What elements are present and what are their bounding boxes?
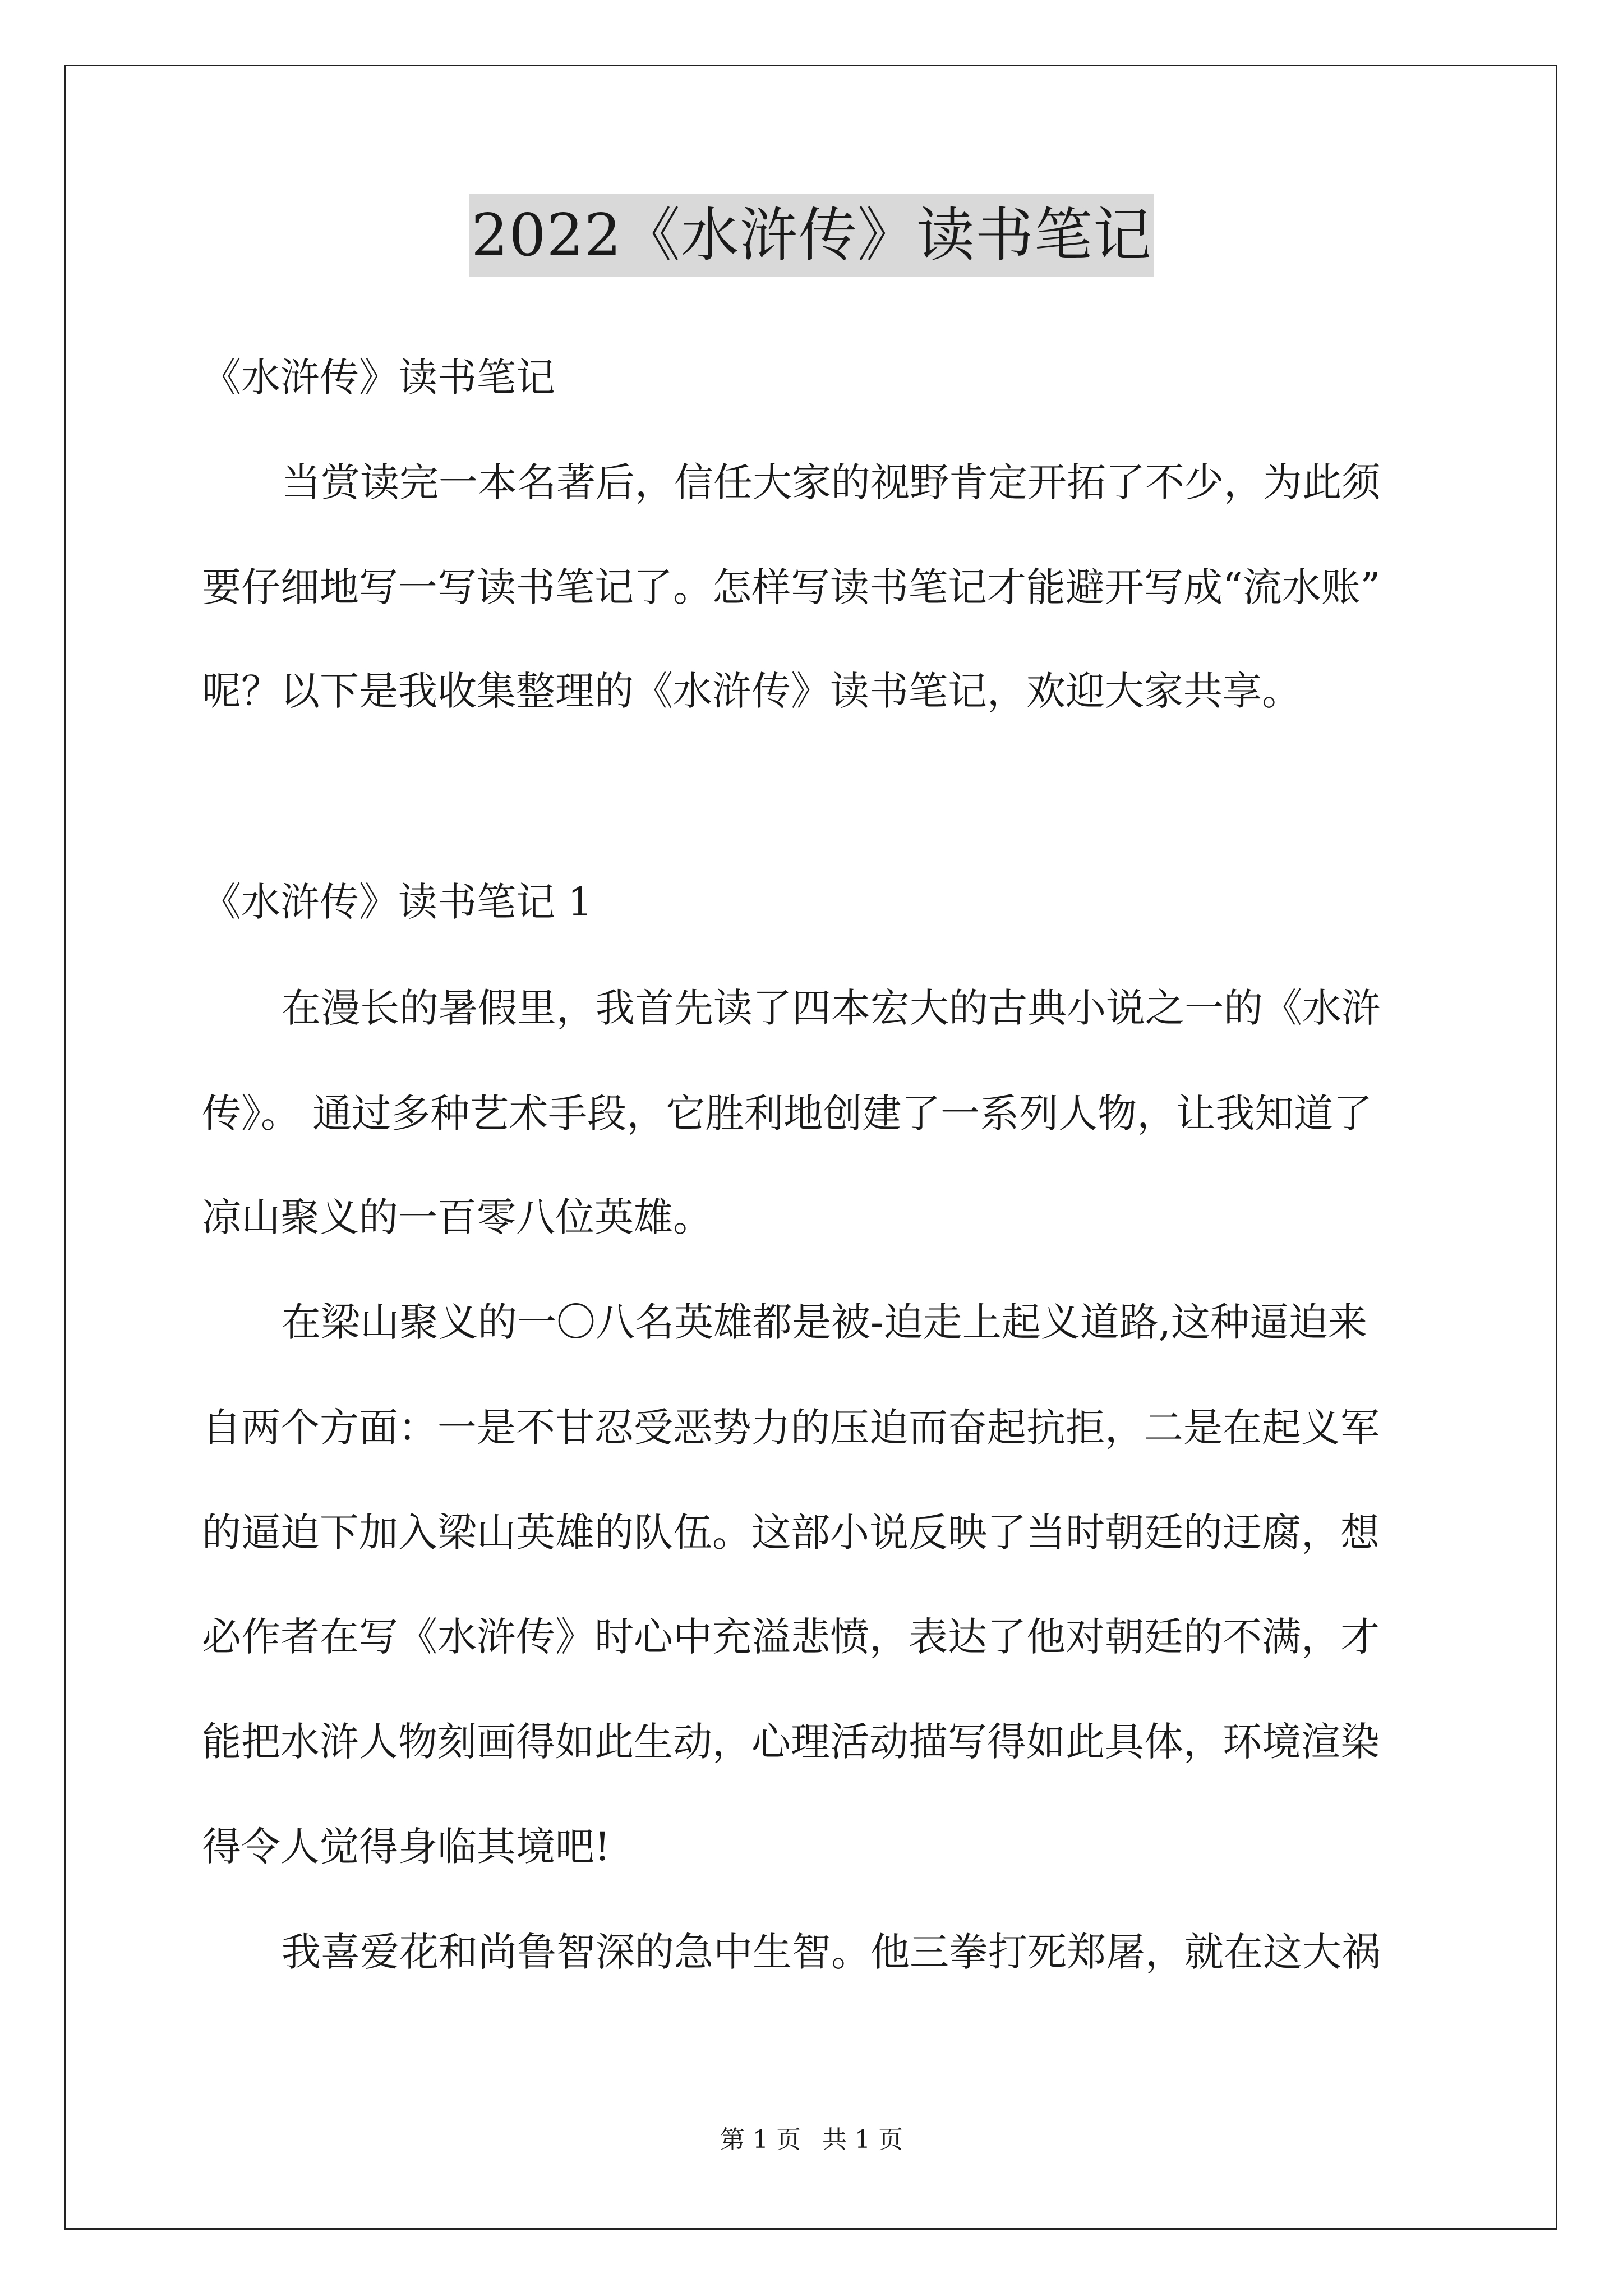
para2-line-1: 在梁山聚义的一〇八名英雄都是被-迫走上起义道路,这种逼迫来 [282, 1299, 1367, 1345]
para2-line-6: 得令人觉得身临其境吧! [202, 1824, 611, 1870]
intro-line-2: 要仔细地写一写读书笔记了。怎样写读书笔记才能避开写成“流水账” [202, 564, 1381, 610]
para1-line-1: 在漫长的暑假里，我首先读了四本宏大的古典小说之一的《水浒 [282, 985, 1381, 1031]
section-heading: 《水浒传》读书笔记 [202, 355, 555, 401]
page-title: 2022《水浒传》读书笔记 [469, 194, 1154, 277]
para2-line-3: 的逼迫下加入梁山英雄的队伍。这部小说反映了当时朝廷的迂腐，想 [202, 1510, 1380, 1556]
page-number: 第 1 页 [720, 2125, 801, 2154]
para3-line-1: 我喜爱花和尚鲁智深的急中生智。他三拳打死郑屠，就在这大祸 [282, 1929, 1381, 1975]
page-total: 共 1 页 [822, 2125, 903, 2154]
para1-line-3: 凉山聚义的一百零八位英雄。 [202, 1194, 712, 1240]
para2-line-2: 自两个方面：一是不甘忍受恶势力的压迫而奋起抗拒，二是在起义军 [202, 1405, 1380, 1451]
note-1-heading: 《水浒传》读书笔记 1 [202, 879, 593, 925]
title-container [0, 194, 1623, 277]
para1-line-2: 传》。 通过多种艺术手段，它胜利地创建了一系列人物，让我知道了 [202, 1091, 1373, 1137]
intro-line-3: 呢？以下是我收集整理的《水浒传》读书笔记，欢迎大家共享。 [202, 668, 1301, 714]
intro-line-1: 当赏读完一本名著后，信任大家的视野肯定开拓了不少，为此须 [282, 459, 1381, 505]
para2-line-5: 能把水浒人物刻画得如此生动，心理活动描写得如此具体，环境渲染 [202, 1719, 1380, 1765]
para2-line-4: 必作者在写《水浒传》时心中充溢悲愤，表达了他对朝廷的不满，才 [202, 1614, 1380, 1660]
page-footer [0, 2123, 1623, 2157]
